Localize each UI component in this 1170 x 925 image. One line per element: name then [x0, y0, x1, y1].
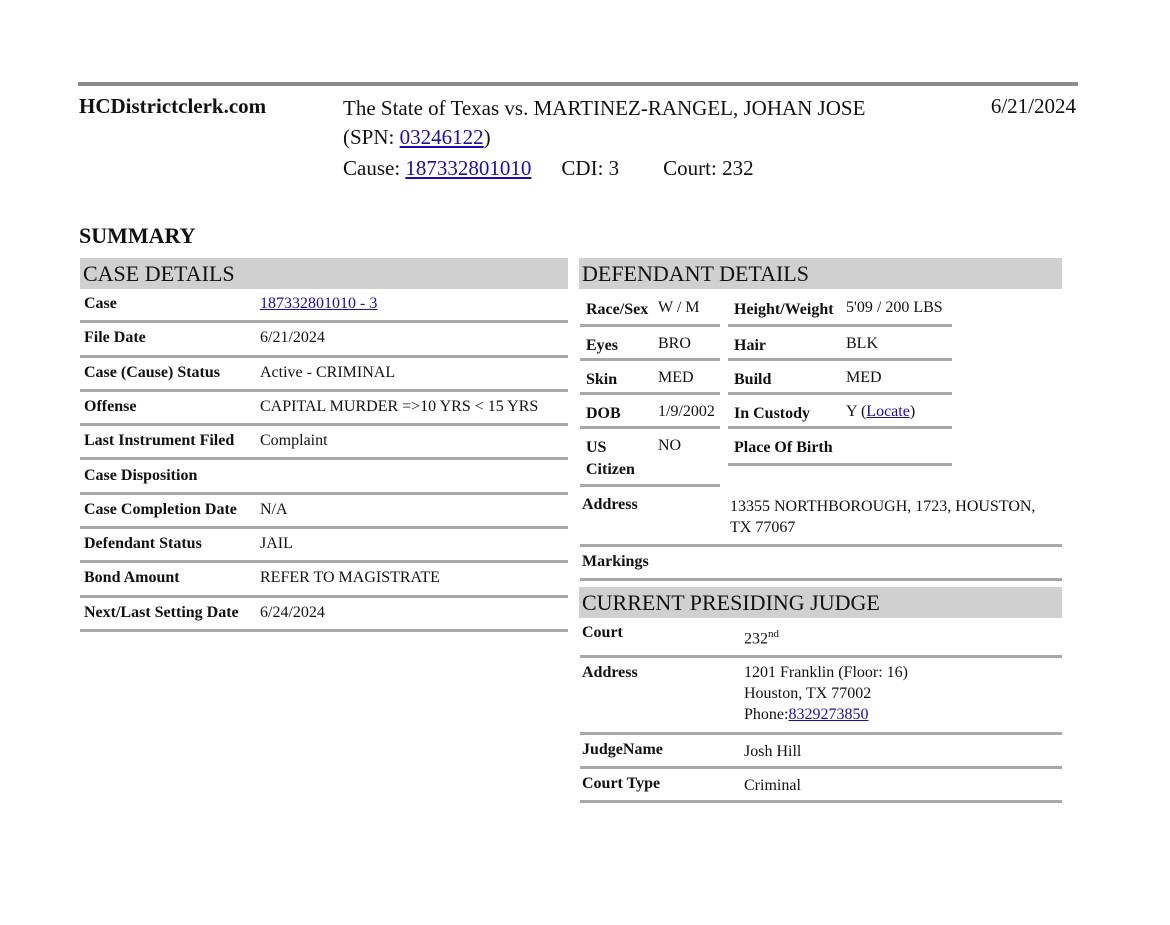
case-row-case-completion-date — [80, 495, 568, 529]
court-number: Court: 232 — [663, 156, 754, 180]
case-row-value: Complaint — [260, 432, 328, 450]
cdi: CDI: 3 — [561, 156, 620, 180]
defendant-field-label: Race/Sex — [586, 301, 649, 318]
defendant-in-custody-cell — [728, 395, 952, 429]
defendant-us-citizen-cell — [580, 429, 720, 487]
defendant-field-value: 5'09 / 200 LBS — [846, 299, 943, 316]
defendant-eyes-cell — [580, 327, 720, 361]
judge-title: CURRENT PRESIDING JUDGE — [579, 587, 1062, 618]
case-caption — [343, 94, 903, 152]
defendant-field-value: 1/9/2002 — [658, 403, 715, 420]
case-row-label: Case — [84, 295, 117, 312]
case-row-next-last-setting-date — [80, 598, 568, 632]
defendant-field-value: W / M — [658, 299, 700, 316]
top-rule — [78, 82, 1078, 86]
spn-link[interactable]: 03246122 — [399, 125, 484, 149]
case-row-value: REFER TO MAGISTRATE — [260, 569, 440, 587]
case-row-case — [80, 289, 568, 323]
markings-label: Markings — [582, 553, 649, 570]
judge-address-label: Address — [582, 664, 638, 681]
case-row-value: N/A — [260, 500, 288, 518]
case-row-value: Active - CRIMINAL — [260, 363, 396, 381]
case-row-label: Case Disposition — [84, 466, 198, 484]
defendant-field-label: Skin — [586, 371, 618, 388]
case-row-case-cause-status — [80, 358, 568, 392]
defendant-height-weight-cell — [728, 291, 952, 327]
case-row-value: JAIL — [260, 535, 293, 553]
court-type-label: Court Type — [582, 775, 661, 792]
defendant-build-cell — [728, 361, 952, 395]
defendant-field-label: Height/Weight — [734, 301, 834, 318]
judge-address-value: 1201 Franklin (Floor: 16) Houston, TX 77002 Phone:8329273850 — [744, 664, 908, 723]
case-row-value: 6/21/2024 — [260, 329, 325, 347]
case-row-label: Bond Amount — [84, 569, 180, 587]
judge-name-row — [580, 735, 1062, 769]
case-row-label: Last Instrument Filed — [84, 432, 235, 450]
case-row-label: Case (Cause) Status — [84, 363, 220, 381]
defendant-field-value: BRO — [658, 335, 691, 352]
defendant-field-value: MED — [658, 369, 694, 386]
judge-court-label: Court — [582, 624, 623, 641]
judge-phone-link[interactable]: 8329273850 — [788, 706, 869, 723]
header-date: 6/21/2024 — [990, 94, 1076, 118]
case-row-label: File Date — [84, 329, 146, 347]
markings-row — [580, 547, 1062, 581]
case-details-title: CASE DETAILS — [80, 258, 568, 289]
defendant-address-row — [580, 488, 1062, 547]
cause-line — [343, 156, 754, 181]
judge-court-row — [580, 618, 1062, 658]
defendant-field-value: MED — [846, 369, 882, 386]
case-row-label: Offense — [84, 397, 137, 415]
judge-address-row — [580, 658, 1062, 735]
defendant-field-label: Eyes — [586, 337, 618, 354]
defendant-field-label: Hair — [734, 337, 766, 354]
case-title-suffix: ) — [483, 125, 491, 149]
case-row-offense — [80, 392, 568, 426]
locate-link[interactable]: Locate — [866, 403, 910, 420]
defendant-address-label: Address — [582, 496, 638, 513]
case-row-file-date — [80, 323, 568, 357]
court-type-value: Criminal — [744, 777, 801, 794]
case-number-link[interactable]: 187332801010 - 3 — [260, 295, 378, 312]
defendant-field-label: Place Of Birth — [734, 439, 833, 456]
site-name: HCDistrictclerk.com — [79, 94, 267, 118]
defendant-field-label: DOB — [586, 405, 621, 422]
judge-name-value: Josh Hill — [744, 743, 802, 760]
summary-heading: SUMMARY — [79, 223, 196, 248]
case-title-prefix: The State of Texas vs. MARTINEZ-RANGEL, JOHAN JOSE (SPN: — [343, 96, 866, 149]
defendant-details-title: DEFENDANT DETAILS — [579, 258, 1062, 289]
defendant-field-label: US Citizen — [586, 439, 635, 478]
defendant-address-value: 13355 NORTHBOROUGH, 1723, HOUSTON, TX 77067 — [730, 498, 1036, 536]
court-type-row — [580, 769, 1062, 803]
cause-label: Cause: — [343, 156, 401, 180]
case-row-bond-amount — [80, 563, 568, 597]
case-row-defendant-status — [80, 529, 568, 563]
defendant-hair-cell — [728, 327, 952, 361]
defendant-place-of-birth-cell — [728, 429, 952, 466]
defendant-dob-cell — [580, 395, 720, 429]
case-row-value: 6/24/2024 — [260, 603, 325, 621]
case-row-label: Case Completion Date — [84, 500, 237, 518]
cause-number-link[interactable]: 187332801010 — [405, 156, 532, 180]
defendant-field-label: Build — [734, 371, 772, 388]
judge-court-value: 232nd — [744, 628, 779, 648]
judge-name-label: JudgeName — [582, 741, 663, 758]
case-row-value: CAPITAL MURDER =>10 YRS < 15 YRS — [260, 397, 539, 415]
case-row-label: Next/Last Setting Date — [84, 603, 239, 621]
defendant-field-value: NO — [658, 437, 682, 454]
defendant-skin-cell — [580, 361, 720, 395]
case-row-case-disposition — [80, 461, 568, 495]
defendant-race-sex-cell — [580, 291, 720, 327]
case-row-label: Defendant Status — [84, 535, 202, 553]
defendant-field-value: BLK — [846, 335, 878, 352]
defendant-field-value: Y (Locate) — [846, 403, 916, 420]
defendant-field-label: In Custody — [734, 405, 811, 422]
case-row-last-instrument-filed — [80, 426, 568, 460]
